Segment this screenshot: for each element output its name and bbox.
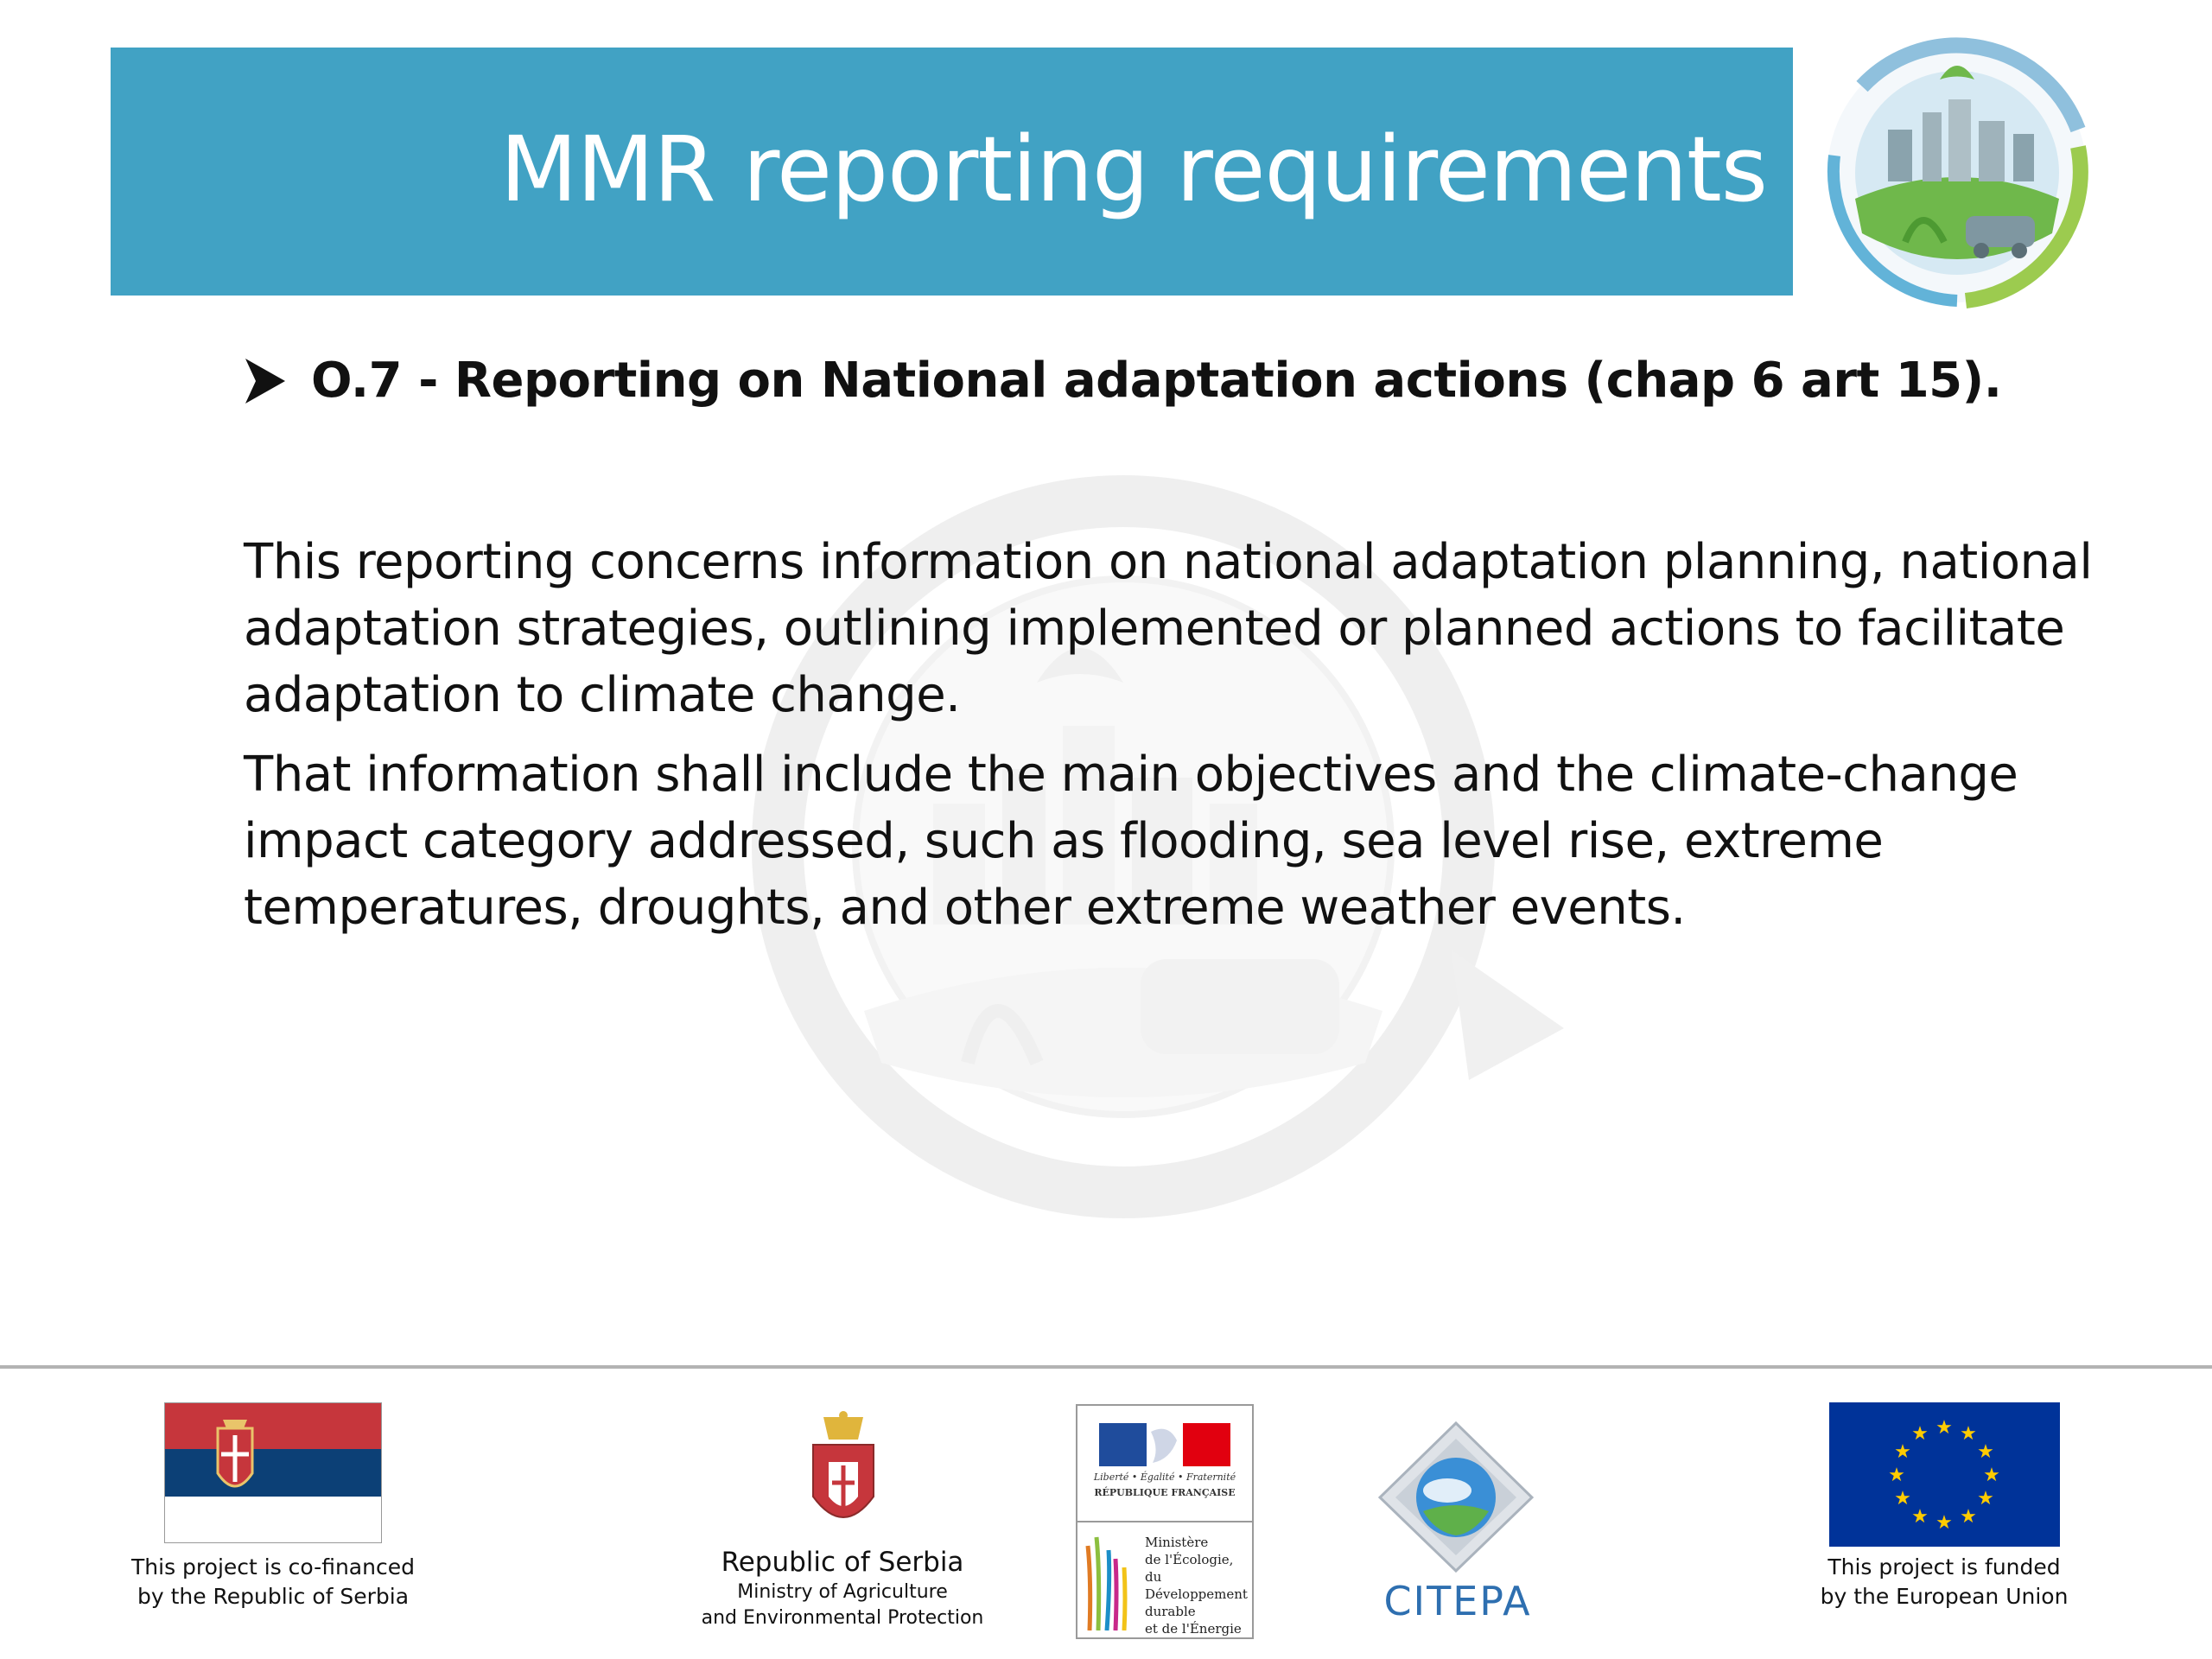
eu-funding-caption: This project is funded by the European Union	[1820, 1554, 2069, 1609]
slide-title: MMR reporting requirements	[499, 117, 1767, 222]
svg-text:★: ★	[1894, 1488, 1911, 1510]
svg-text:★: ★	[1936, 1417, 1953, 1439]
republique-francaise-logo: Liberté • Égalité • Fraternité RÉPUBLIQUE FRANÇAISE Ministère de l'Écologie, du Développement durable et de l'Énergie	[1076, 1404, 1254, 1639]
section-heading: O.7 - Reporting on National adaptation actions (chap 6 art 15).	[311, 353, 2002, 409]
serbia-coat-of-arms-icon	[806, 1410, 880, 1535]
svg-text:★: ★	[1911, 1423, 1929, 1445]
svg-text:★: ★	[1983, 1465, 2000, 1486]
serbia-cofinance-caption: This project is co-financed by the Republic of Serbia	[131, 1554, 415, 1609]
footer-divider	[0, 1365, 2212, 1369]
svg-text:★: ★	[1888, 1465, 1905, 1486]
marianne-icon	[1099, 1423, 1230, 1466]
svg-text:★: ★	[1936, 1512, 1953, 1534]
svg-text:★: ★	[1894, 1441, 1911, 1463]
ecology-ministry-text: Ministère de l'Écologie, du Développement durable et de l'Énergie	[1145, 1535, 1248, 1637]
svg-text:★: ★	[1960, 1423, 1977, 1445]
svg-text:★: ★	[1977, 1441, 1994, 1463]
serbia-flag-icon	[164, 1402, 382, 1543]
paragraph-1: This reporting concerns information on national adaptation planning, national adaptation strategies, outlining implemented or planned actions to facilitate adaptation to climate change.	[244, 534, 2093, 723]
header-band	[111, 48, 1793, 296]
ministry-caption: Republic of Serbia Ministry of Agriculture and Environmental Protection	[701, 1547, 984, 1629]
citepa-name: CITEPA	[1383, 1578, 1532, 1624]
climate-cycle-logo-icon	[1793, 26, 2121, 320]
svg-text:★: ★	[1960, 1506, 1977, 1528]
svg-text:★: ★	[1911, 1506, 1929, 1528]
eu-flag-icon	[1829, 1402, 2060, 1547]
svg-text:★: ★	[1977, 1488, 1994, 1510]
ecology-ministry-stripes-icon	[1084, 1529, 1136, 1630]
body-text	[244, 529, 2188, 954]
citepa-globe-icon	[1378, 1421, 1534, 1573]
section-heading-row	[242, 353, 2002, 409]
arrow-bullet-icon	[242, 355, 289, 407]
paragraph-2: That information shall include the main objectives and the climate-change impact category addressed, such as flooding, sea level rise, extreme temperatures, droughts, and other extreme weather events.	[244, 747, 2018, 936]
